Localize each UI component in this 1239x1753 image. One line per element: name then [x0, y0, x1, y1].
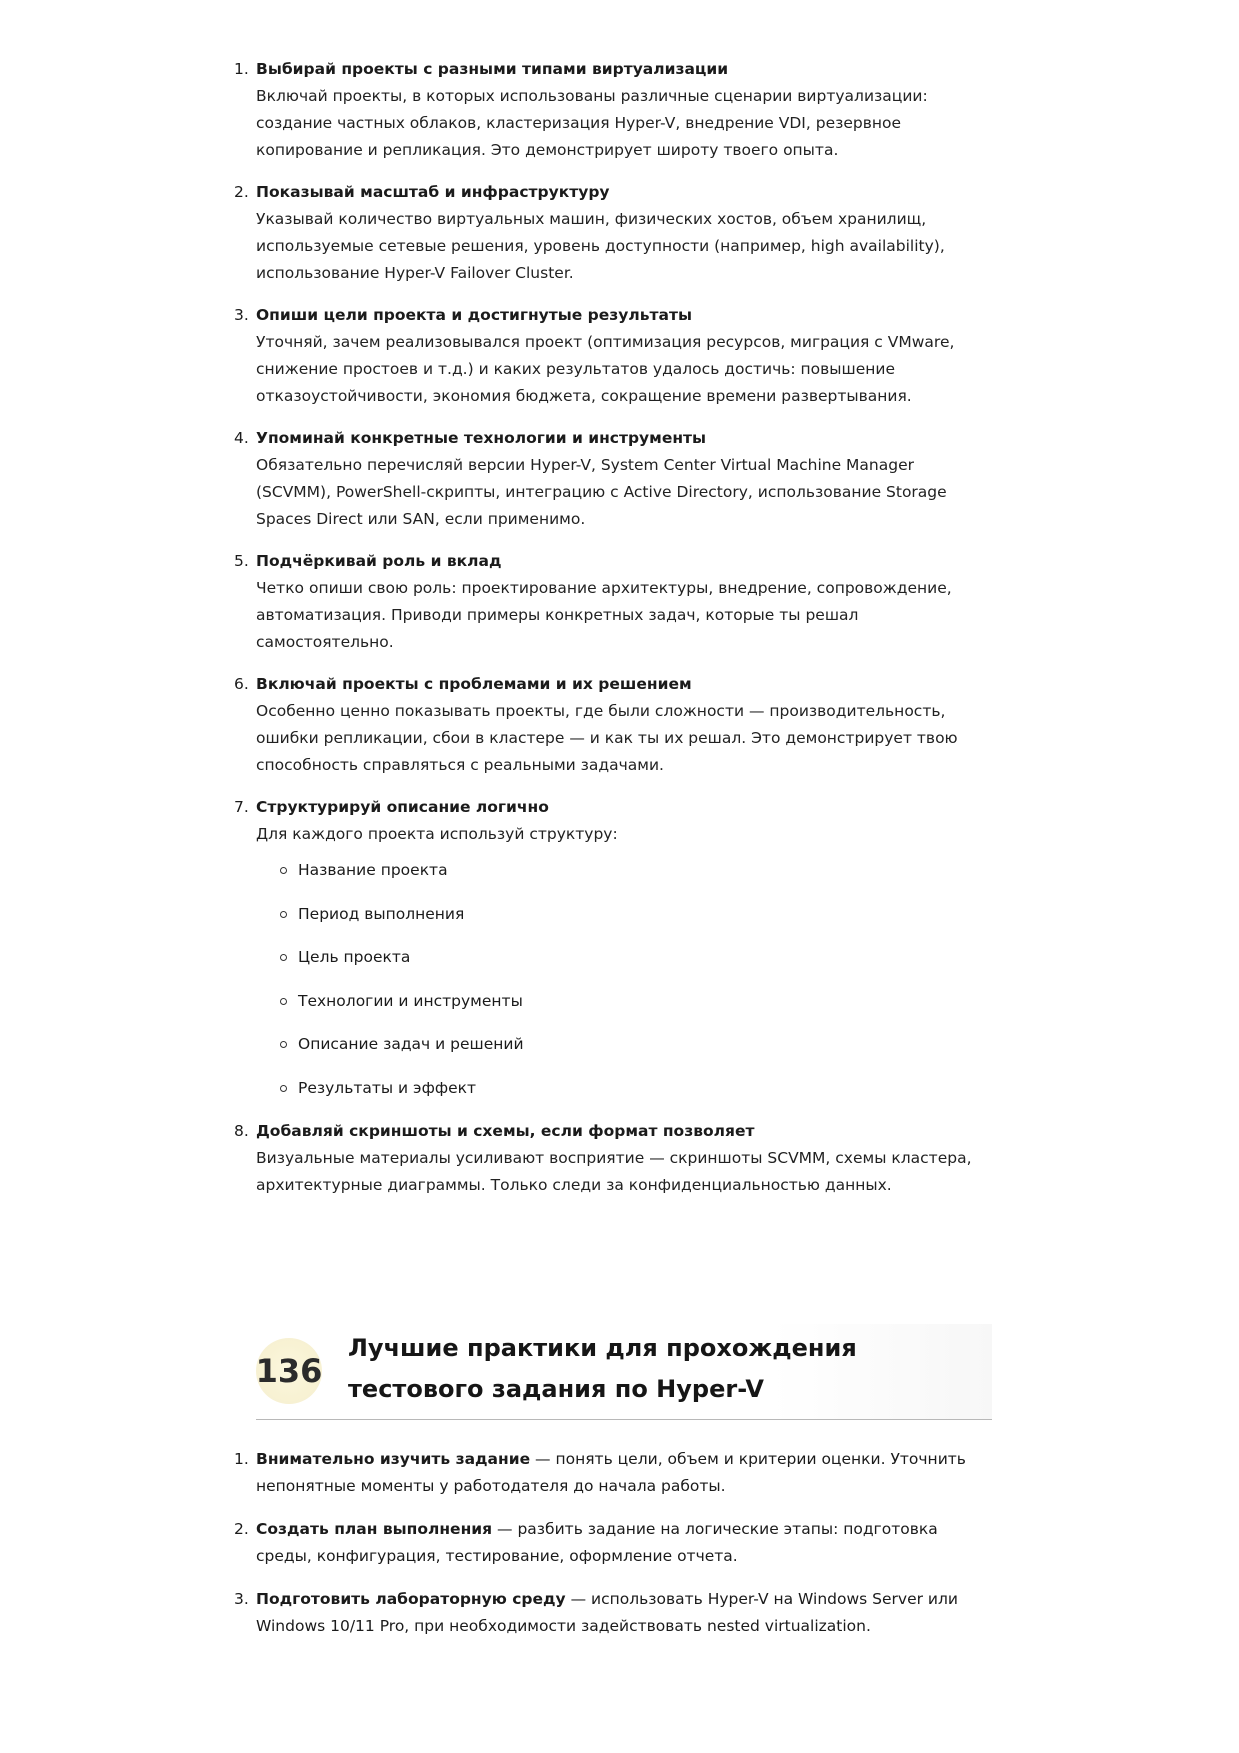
item-title: Опиши цели проекта и достигнутые результаты	[256, 306, 692, 324]
section-number-badge: 136	[256, 1338, 322, 1404]
circle-bullet-icon	[280, 954, 287, 961]
sublist-item	[256, 1075, 992, 1102]
item-text: Для каждого проекта используй структуру:	[256, 825, 618, 843]
sublist-item	[256, 901, 992, 928]
item-text: Особенно ценно показывать проекты, где были сложности — производительность, ошибки репликации, сбои в кластере — и как ты их решал. Это демонстрирует твою способность справляться с реальными задачами.	[256, 702, 958, 774]
item-title: Подчёркивай роль и вклад	[256, 552, 502, 570]
sublist-item	[256, 988, 992, 1015]
item-title: Подготовить лабораторную среду	[256, 1590, 566, 1608]
item-title: Добавляй скриншоты и схемы, если формат позволяет	[256, 1122, 755, 1140]
structure-sublist	[256, 857, 992, 1102]
item-title: Структурируй описание логично	[256, 798, 549, 816]
section-title: Лучшие практики для прохождения тестового задания по Hyper-V	[348, 1334, 857, 1403]
item-title: Упоминай конкретные технологии и инструменты	[256, 429, 707, 447]
circle-bullet-icon	[280, 998, 287, 1005]
item-number: 3.	[234, 306, 249, 324]
item-number: 1.	[234, 1450, 249, 1468]
list-item	[234, 56, 992, 164]
sublist-item-label: Название проекта	[298, 861, 448, 879]
circle-bullet-icon	[280, 1041, 287, 1048]
item-text: — понять цели, объем и критерии оценки. Уточнить непонятные моменты у работодателя до начала работы.	[256, 1450, 966, 1495]
item-title: Создать план выполнения	[256, 1520, 493, 1538]
sublist-item-label: Результаты и эффект	[298, 1078, 477, 1097]
list-item	[234, 794, 992, 1102]
practices-section	[234, 1446, 992, 1656]
item-text: — разбить задание на логические этапы: подготовка среды, конфигурация, тестирование, оформление отчета.	[256, 1520, 938, 1565]
item-title: Показывай масштаб и инфраструктуру	[256, 183, 610, 201]
circle-bullet-icon	[280, 867, 287, 874]
sublist-item	[256, 1031, 992, 1058]
item-text: Включай проекты, в которых использованы различные сценарии виртуализации: создание частных облаков, кластеризация Hyper-V, внедрение VDI, резервное копирование и репликация. Это демонстрирует широту твоего опыта.	[256, 87, 928, 159]
item-number: 7.	[234, 798, 249, 816]
item-number: 2.	[234, 1520, 249, 1538]
circle-bullet-icon	[280, 911, 287, 918]
list-item	[234, 179, 992, 287]
item-text: Обязательно перечисляй версии Hyper-V, System Center Virtual Machine Manager (SCVMM), PowerShell-скрипты, интеграцию с Active Directory, использование Storage Spaces Direct или SAN, если применимо.	[256, 456, 947, 528]
item-text: Указывай количество виртуальных машин, физических хостов, объем хранилищ, используемые сетевые решения, уровень доступности (например, high availability), использование Hyper-V Failover Cluster.	[256, 210, 945, 282]
item-number: 3.	[234, 1590, 249, 1608]
item-text: Визуальные материалы усиливают восприятие — скриншоты SCVMM, схемы кластера, архитектурные диаграммы. Только следи за конфиденциальностью данных.	[256, 1149, 972, 1194]
tips-section	[234, 56, 992, 1214]
sublist-item	[256, 857, 992, 884]
list-item	[234, 548, 992, 656]
item-title: Внимательно изучить задание	[256, 1450, 531, 1468]
item-number: 5.	[234, 552, 249, 570]
item-number: 1.	[234, 60, 249, 78]
item-text: — использовать Hyper-V на Windows Server или Windows 10/11 Pro, при необходимости задействовать nested virtualization.	[256, 1590, 958, 1635]
sublist-item-label: Период выполнения	[298, 904, 465, 923]
circle-bullet-icon	[280, 1085, 287, 1092]
item-number: 2.	[234, 183, 249, 201]
item-text: Четко опиши свою роль: проектирование архитектуры, внедрение, сопровождение, автоматизация. Приводи примеры конкретных задач, которые ты решал самостоятельно.	[256, 579, 952, 651]
list-item	[234, 425, 992, 533]
item-number: 4.	[234, 429, 249, 447]
sublist-item-label: Цель проекта	[298, 948, 411, 966]
item-number: 8.	[234, 1122, 249, 1140]
tips-list	[234, 56, 992, 1199]
list-item	[234, 1516, 992, 1570]
list-item	[234, 671, 992, 779]
list-item	[234, 302, 992, 410]
item-text: Уточняй, зачем реализовывался проект (оптимизация ресурсов, миграция с VMware, снижение простоев и т.д.) и каких результатов удалось достичь: повышение отказоустойчивости, экономия бюджета, сокращение времени развертывания.	[256, 333, 955, 405]
section-header	[256, 1324, 992, 1420]
item-title: Включай проекты с проблемами и их решением	[256, 675, 692, 693]
list-item	[234, 1446, 992, 1500]
sublist-item-label: Технологии и инструменты	[298, 991, 523, 1010]
list-item	[234, 1586, 992, 1640]
sublist-item-label: Описание задач и решений	[298, 1035, 524, 1053]
item-number: 6.	[234, 675, 249, 693]
list-item	[234, 1118, 992, 1199]
sublist-item	[256, 944, 992, 971]
item-title: Выбирай проекты с разными типами виртуализации	[256, 60, 729, 78]
